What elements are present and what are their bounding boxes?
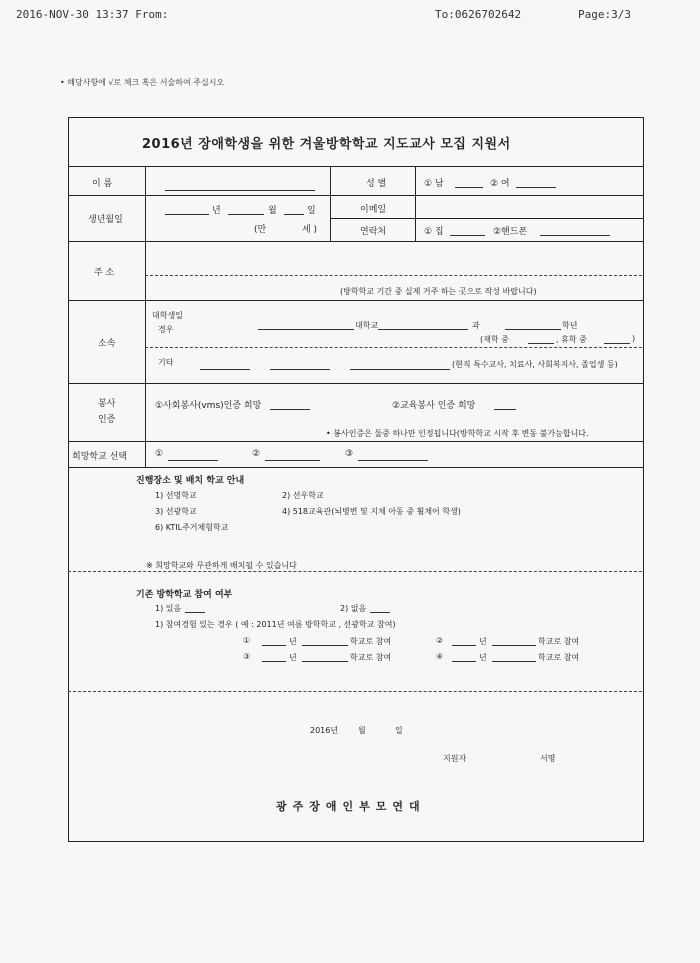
fax-datetime: 2016-NOV-30 13:37 From: bbox=[16, 8, 169, 21]
rule bbox=[68, 241, 643, 242]
volunteer-vms-blank[interactable] bbox=[270, 409, 310, 410]
grade-unit: 학년 bbox=[562, 321, 578, 330]
past-entry-1-year-unit: 년 bbox=[289, 637, 297, 646]
address-note: (방학학교 기간 중 실제 거주 하는 곳으로 작성 바랍니다) bbox=[340, 287, 537, 296]
venue-item-2: 2) 선우학교 bbox=[282, 491, 324, 500]
gender-label: 성 별 bbox=[366, 179, 387, 189]
other-field-3[interactable] bbox=[350, 369, 450, 370]
rule bbox=[68, 166, 643, 167]
past-entry-4-school-unit: 학교로 참여 bbox=[538, 653, 580, 662]
past-entry-2-year-unit: 년 bbox=[479, 637, 487, 646]
birth-month-field[interactable] bbox=[228, 214, 264, 215]
gender-male-option[interactable]: ① 남 bbox=[424, 179, 444, 189]
fax-recipient: To:0626702642 bbox=[435, 8, 522, 21]
past-entry-3-school-unit: 학교로 참여 bbox=[350, 653, 392, 662]
past-entry-3-marker: ③ bbox=[243, 652, 251, 661]
past-entry-2-year[interactable] bbox=[452, 645, 476, 646]
status-leave[interactable]: , 휴학 중 bbox=[556, 335, 587, 344]
school-choice-label: 희망학교 선택 bbox=[72, 452, 128, 462]
past-entry-4-year[interactable] bbox=[452, 661, 476, 662]
other-field-2[interactable] bbox=[270, 369, 330, 370]
signature-label[interactable]: 서명 bbox=[540, 754, 556, 763]
univ-student-label-1: 대학생일 bbox=[152, 311, 183, 320]
past-entry-3-school[interactable] bbox=[302, 661, 348, 662]
age-close: 세 ) bbox=[302, 225, 318, 235]
choice-1-field[interactable] bbox=[168, 460, 218, 461]
affiliation-label: 소속 bbox=[98, 339, 116, 349]
venue-item-6: 6) KTIL주거체험학교 bbox=[155, 523, 229, 532]
venue-heading: 진행장소 및 배치 학교 안내 bbox=[136, 476, 245, 486]
name-label: 이 름 bbox=[92, 179, 113, 189]
past-entry-4-marker: ④ bbox=[436, 652, 444, 661]
choice-2-marker: ② bbox=[252, 449, 261, 459]
other-field-1[interactable] bbox=[200, 369, 250, 370]
fax-page: Page:3/3 bbox=[578, 8, 631, 21]
birth-day-unit: 일 bbox=[307, 206, 316, 216]
past-entry-1-marker: ① bbox=[243, 636, 251, 645]
contact-home-option: ① 집 bbox=[424, 227, 444, 237]
organization-name: 광주장애인부모연대 bbox=[276, 800, 426, 813]
past-entry-3-year-unit: 년 bbox=[289, 653, 297, 662]
rule bbox=[68, 383, 643, 384]
dashed-divider bbox=[145, 347, 642, 348]
mobile-phone-field[interactable] bbox=[540, 235, 610, 236]
grade-field[interactable] bbox=[505, 329, 561, 330]
past-yes-blank[interactable] bbox=[185, 612, 205, 613]
university-field[interactable] bbox=[258, 329, 354, 330]
choice-3-marker: ③ bbox=[345, 449, 354, 459]
instruction-note: • 해당사항에 √로 체크 혹은 서술하여 주십시오 bbox=[60, 78, 225, 87]
univ-student-label-2: 경우 bbox=[158, 325, 174, 334]
form-title: 2016년 장애학생을 위한 겨울방학학교 지도교사 모집 지원서 bbox=[142, 137, 511, 152]
dashed-divider bbox=[145, 275, 642, 276]
birth-day-field[interactable] bbox=[284, 214, 304, 215]
venue-item-3: 3) 선광학교 bbox=[155, 507, 197, 516]
department-field[interactable] bbox=[378, 329, 468, 330]
past-entry-4-school[interactable] bbox=[492, 661, 536, 662]
university-unit: 대학교 bbox=[355, 321, 379, 330]
past-entry-1-school-unit: 학교로 참여 bbox=[350, 637, 392, 646]
rule bbox=[68, 467, 643, 468]
birth-label: 생년월일 bbox=[88, 215, 123, 225]
past-no-blank[interactable] bbox=[370, 612, 390, 613]
rule bbox=[68, 441, 643, 442]
venue-item-4: 4) 518교육관(뇌병변 및 지체 아동 중 휠체어 학생) bbox=[282, 507, 461, 516]
other-note: (현직 특수교사, 치료사, 사회복지사, 졸업생 등) bbox=[452, 360, 618, 369]
venue-item-1: 1) 선명학교 bbox=[155, 491, 197, 500]
other-label: 기타 bbox=[158, 358, 174, 367]
address-label: 주 소 bbox=[94, 268, 115, 278]
past-no-option[interactable]: 2) 없음 bbox=[340, 604, 367, 613]
age-open: (만 bbox=[254, 225, 267, 235]
department-unit: 과 bbox=[472, 321, 480, 330]
email-label: 이메일 bbox=[360, 205, 387, 215]
rule bbox=[68, 195, 643, 196]
past-participation-heading: 기존 방학학교 참여 여부 bbox=[136, 590, 233, 600]
choice-2-field[interactable] bbox=[265, 460, 320, 461]
gender-male-blank[interactable] bbox=[455, 187, 483, 188]
date-month: 월 bbox=[358, 726, 366, 735]
date-year: 2016년 bbox=[310, 726, 339, 735]
past-entry-4-year-unit: 년 bbox=[479, 653, 487, 662]
name-field[interactable] bbox=[165, 190, 315, 191]
contact-mobile-option: ②핸드폰 bbox=[493, 227, 528, 237]
status-leave-blank[interactable] bbox=[604, 343, 630, 344]
gender-female-option[interactable]: ② 여 bbox=[490, 179, 510, 189]
past-yes-option[interactable]: 1) 있음 bbox=[155, 604, 182, 613]
date-day: 일 bbox=[395, 726, 403, 735]
gender-female-blank[interactable] bbox=[516, 187, 556, 188]
volunteer-edu-blank[interactable] bbox=[494, 409, 516, 410]
status-enrolled-blank[interactable] bbox=[528, 343, 554, 344]
status-close: ) bbox=[632, 334, 636, 343]
birth-year-unit: 년 bbox=[212, 206, 221, 216]
volunteer-label-1: 봉사 bbox=[98, 399, 116, 409]
divider bbox=[415, 166, 416, 241]
choice-3-field[interactable] bbox=[358, 460, 428, 461]
past-entry-1-school[interactable] bbox=[302, 645, 348, 646]
past-entry-3-year[interactable] bbox=[262, 661, 286, 662]
label-column-divider bbox=[145, 166, 146, 467]
contact-label: 연락처 bbox=[360, 227, 387, 237]
past-entry-1-year[interactable] bbox=[262, 645, 286, 646]
divider bbox=[330, 166, 331, 241]
placement-note: ※ 희망학교와 무관하게 배치될 수 있습니다 bbox=[146, 561, 297, 570]
volunteer-option-education[interactable]: ②교육봉사 인증 희망 bbox=[392, 401, 476, 411]
applicant-label: 지원자 bbox=[443, 754, 467, 763]
past-entry-2-school[interactable] bbox=[492, 645, 536, 646]
volunteer-label-2: 인증 bbox=[98, 415, 116, 425]
dashed-divider bbox=[68, 571, 642, 572]
birth-month-unit: 월 bbox=[268, 206, 277, 216]
past-example: 1) 참여경험 있는 경우 ( 예 : 2011년 여름 방학학교 , 선광학교 참여) bbox=[155, 620, 396, 629]
dashed-divider bbox=[68, 691, 642, 692]
status-enrolled[interactable]: (재학 중 bbox=[480, 335, 509, 344]
choice-1-marker: ① bbox=[155, 449, 164, 459]
volunteer-option-vms[interactable]: ①사회봉사(vms)인증 희망 bbox=[155, 401, 262, 411]
past-entry-2-marker: ② bbox=[436, 636, 444, 645]
home-phone-field[interactable] bbox=[450, 235, 485, 236]
rule bbox=[330, 218, 643, 219]
past-entry-2-school-unit: 학교로 참여 bbox=[538, 637, 580, 646]
rule bbox=[68, 300, 643, 301]
volunteer-note: • 봉사인증은 둘중 하나만 인정됩니다(방학학교 시작 후 변동 불가능합니다. bbox=[326, 429, 589, 438]
birth-year-field[interactable] bbox=[165, 214, 209, 215]
